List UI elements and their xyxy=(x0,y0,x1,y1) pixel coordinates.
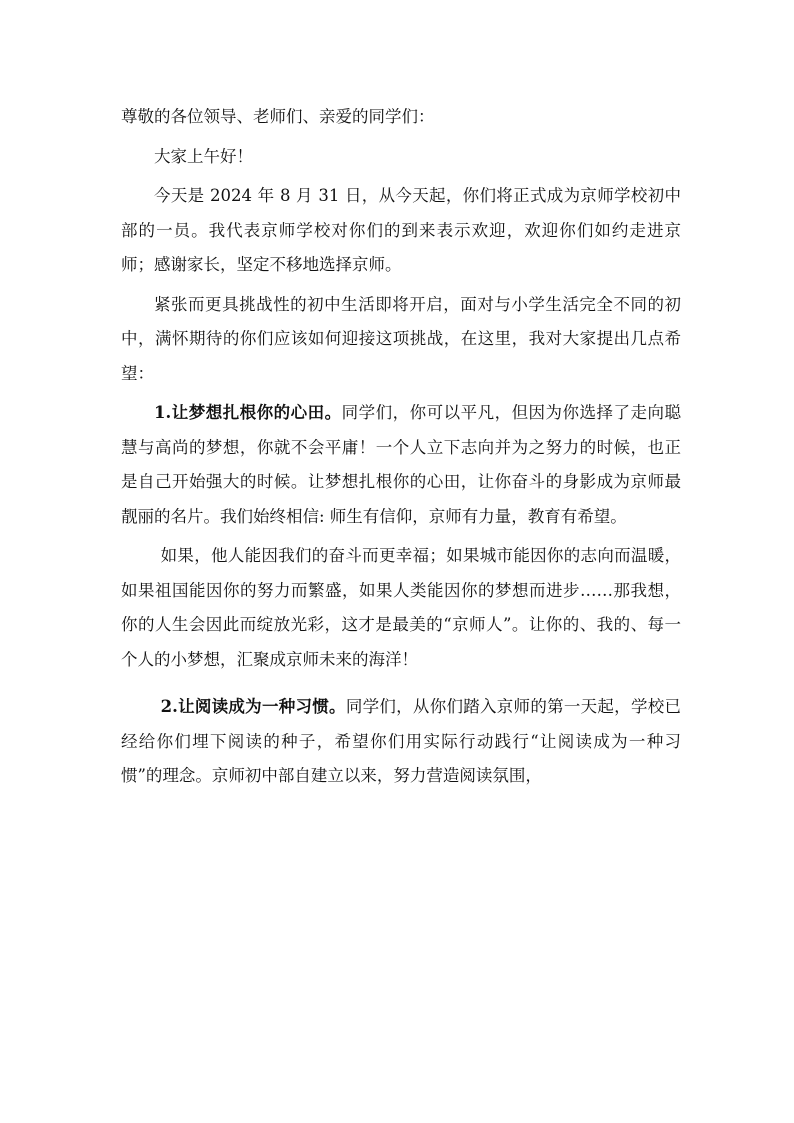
point-two-heading: 2.让阅读成为一种习惯。 xyxy=(160,697,346,716)
ifs-paragraph: 如果，他人能因我们的奋斗而更幸福；如果城市能因你的志向而温暖，如果祖国能因你的努力而繁盛，如果人类能因你的梦想而进步……那我想，你的人生会因此而绽放光彩，这才是最美的“京师人”。让你的、我的、每一个人的小梦想，汇聚成京师未来的海洋！ xyxy=(121,546,681,669)
greeting: 大家上午好！ xyxy=(154,146,253,166)
hopes-paragraph: 紧张而更具挑战性的初中生活即将开启，面对与小学生活完全不同的初中，满怀期待的你们应该如何迎接这项挑战，在这里，我对大家提出几点希望： xyxy=(121,294,681,383)
point-one-heading: 1.让梦想扎根你的心田。 xyxy=(154,403,342,422)
salutation: 尊敬的各位领导、老师们、亲爱的同学们： xyxy=(121,107,435,126)
point-one-body: 同学们，你可以平凡，但因为你选择了走向聪慧与高尚的梦想，你就不会平庸！一个人立下志向并为之努力的时候，也正是自己开始强大的时候。让梦想扎根你的心田，让你奋斗的身影成为京师最靓丽的名片。我们始终相信: 师生有信仰，京师有力量，教育有希望。 xyxy=(121,403,681,526)
intro-paragraph: 今天是 2024 年 8 月 31 日，从今天起，你们将正式成为京师学校初中部的一员。我代表京师学校对你们的到来表示欢迎，欢迎你们如约走进京师；感谢家长，坚定不移地选择京师。 xyxy=(121,186,681,274)
point-two-body: 同学们，从你们踏入京师的第一天起，学校已经给你们埋下阅读的种子，希望你们用实际行动践行“让阅读成为一种习惯”的理念。京师初中部自建立以来，努力营造阅读氛围， xyxy=(121,697,682,785)
point-two-paragraph xyxy=(121,690,681,794)
speech-body xyxy=(121,100,681,794)
point-one-paragraph xyxy=(121,396,681,534)
